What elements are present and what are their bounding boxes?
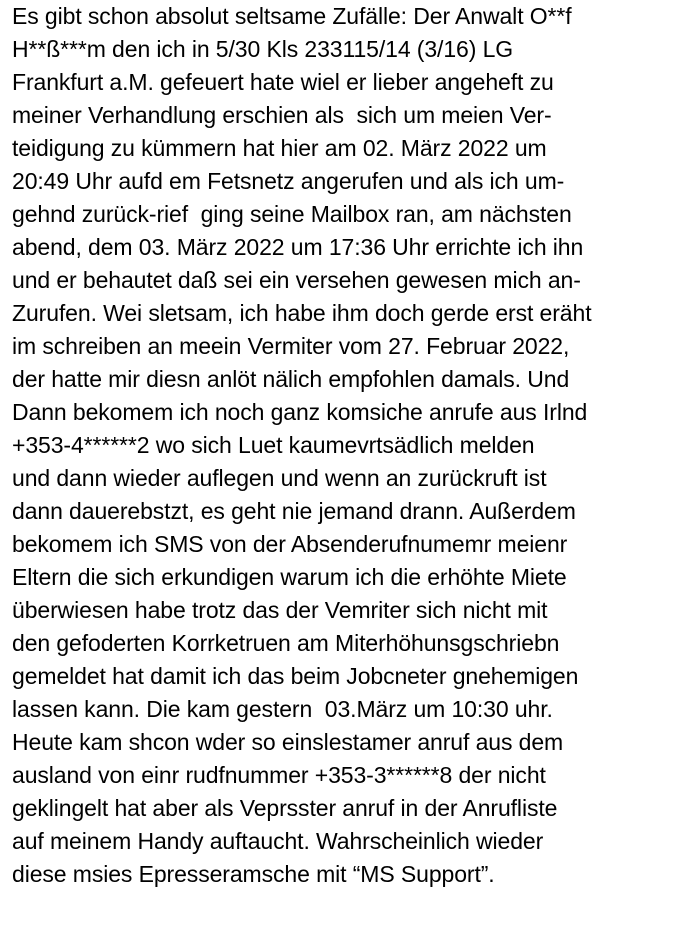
text-line: bekomem ich SMS von der Absenderufnumemr meienr (12, 531, 568, 557)
text-line: Zurufen. Wei sletsam, ich habe ihm doch gerde erst eräht (12, 300, 592, 326)
text-line: Frankfurt a.M. gefeuert hate wiel er lieber angeheft zu (12, 69, 554, 95)
text-line: Heute kam shcon wder so einslestamer anruf aus dem (12, 729, 564, 755)
text-line: H**ß***m den ich in 5/30 Kls 233115/14 (3/16) LG (12, 36, 514, 62)
text-line: im schreiben an meein Vermiter vom 27. Februar 2022, (12, 333, 570, 359)
text-line: Es gibt schon absolut seltsame Zufälle: Der Anwalt O**f (12, 3, 572, 29)
text-line: auf meinem Handy auftaucht. Wahrscheinlich wieder (12, 828, 544, 854)
text-line: und er behautet daß sei ein versehen gewesen mich an- (12, 267, 581, 293)
text-line: Dann bekomem ich noch ganz komsiche anrufe aus Irlnd (12, 399, 588, 425)
text-line: ausland von einr rudfnummer +353-3******8 der nicht (12, 762, 546, 788)
document-text (12, 0, 680, 891)
text-line: teidigung zu kümmern hat hier am 02. März 2022 um (12, 135, 547, 161)
text-line: der hatte mir diesn anlöt nälich empfohlen damals. Und (12, 366, 570, 392)
text-line: gemeldet hat damit ich das beim Jobcneter gnehemigen (12, 663, 579, 689)
text-line: lassen kann. Die kam gestern 03.März um 10:30 uhr. (12, 696, 553, 722)
text-line: geklingelt hat aber als Veprsster anruf in der Anrufliste (12, 795, 558, 821)
text-line: gehnd zurück-rief ging seine Mailbox ran, am nächsten (12, 201, 572, 227)
text-line: Eltern die sich erkundigen warum ich die erhöhte Miete (12, 564, 567, 590)
text-line: abend, dem 03. März 2022 um 17:36 Uhr errichte ich ihn (12, 234, 584, 260)
text-line: überwiesen habe trotz das der Vemriter sich nicht mit (12, 597, 548, 623)
text-line: und dann wieder auflegen und wenn an zurückruft ist (12, 465, 547, 491)
text-line: diese msies Epresseramsche mit “MS Support”. (12, 861, 495, 887)
text-line: meiner Verhandlung erschien als sich um meien Ver- (12, 102, 552, 128)
text-line: den gefoderten Korrketruen am Miterhöhunsgschriebn (12, 630, 560, 656)
text-line: +353-4******2 wo sich Luet kaumevrtsädlich melden (12, 432, 535, 458)
text-line: dann dauerebstzt, es geht nie jemand drann. Außerdem (12, 498, 576, 524)
text-line: 20:49 Uhr aufd em Fetsnetz angerufen und als ich um- (12, 168, 565, 194)
